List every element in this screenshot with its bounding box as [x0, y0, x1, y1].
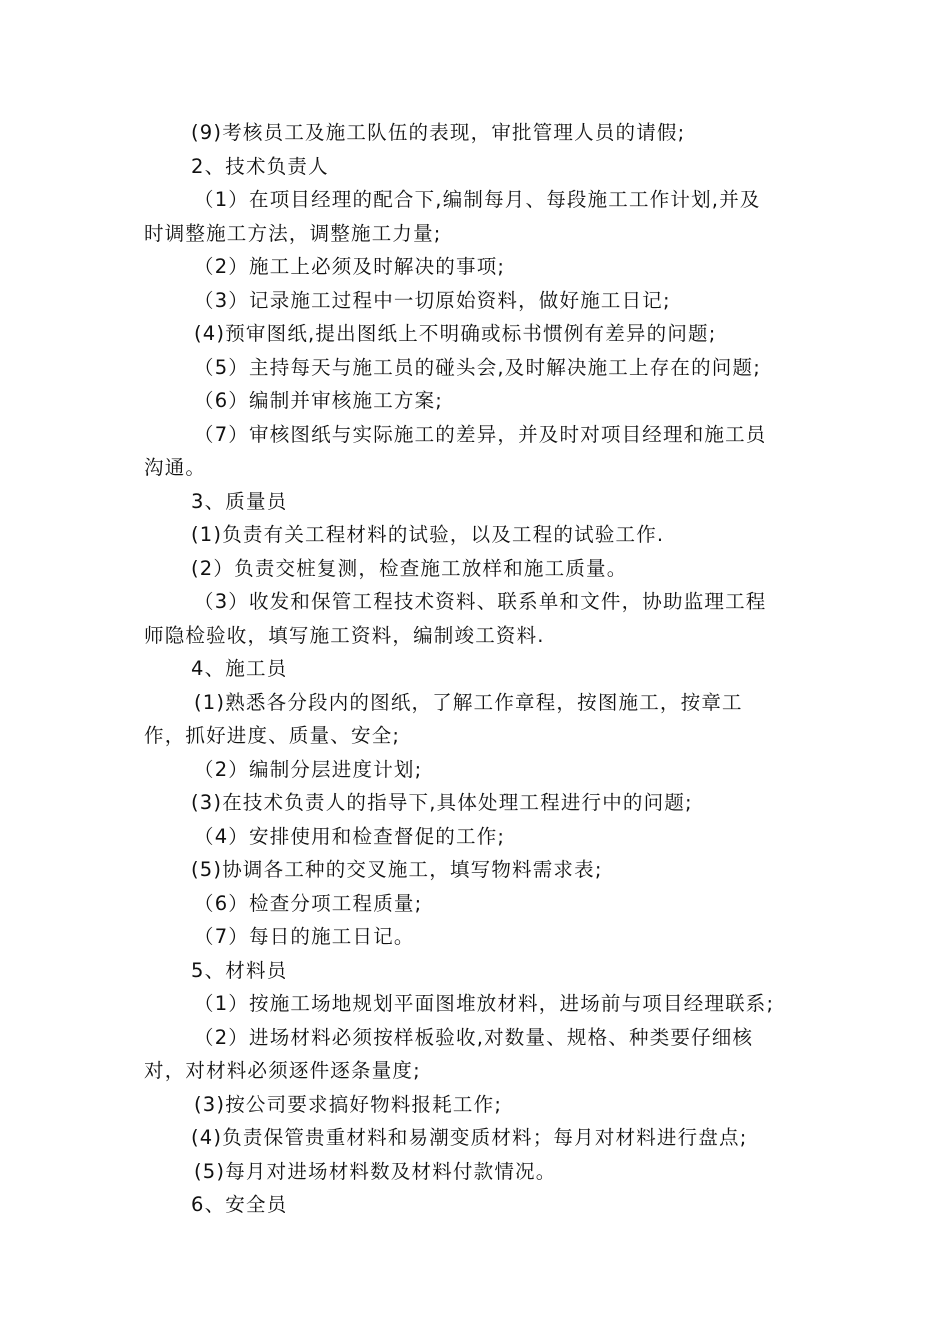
- text-line: (3)在技术负责人的指导下,具体处理工程进行中的问题;: [191, 791, 693, 814]
- text-line: （2）进场材料必须按样板验收,对数量、规格、种类要仔细核: [194, 1025, 754, 1049]
- text-line: (9)考核员工及施工队伍的表现，审批管理人员的请假;: [191, 121, 686, 144]
- section-heading: 5、材料员: [191, 958, 288, 982]
- text-line: （7）每日的施工日记。: [194, 925, 415, 948]
- text-line: (3)按公司要求搞好物料报耗工作;: [194, 1092, 503, 1116]
- section-heading: 6、安全员: [191, 1193, 288, 1216]
- text-line: 对，对材料必须逐件逐条量度;: [144, 1059, 421, 1082]
- text-line: （4）安排使用和检查督促的工作;: [194, 824, 506, 848]
- section-heading: 2、技术负责人: [191, 154, 329, 178]
- section-heading: 3、质量员: [191, 489, 288, 513]
- text-line: （1）在项目经理的配合下,编制每月、每段施工工作计划,并及: [194, 188, 761, 211]
- text-line: （2）施工上必须及时解决的事项;: [194, 255, 506, 278]
- text-line: （2）编制分层进度计划;: [194, 757, 423, 781]
- text-line: (2）负责交桩复测，检查施工放样和施工质量。: [191, 556, 628, 580]
- text-line: (1)负责有关工程材料的试验，以及工程的试验工作.: [191, 523, 665, 546]
- text-line: (5)协调各工种的交叉施工，填写物料需求表;: [191, 858, 603, 881]
- text-line: （7）审核图纸与实际施工的差异，并及时对项目经理和施工员: [194, 422, 767, 446]
- text-line: （1）按施工场地规划平面图堆放材料，进场前与项目经理联系;: [194, 992, 775, 1015]
- text-line: (4)负责保管贵重材料和易潮变质材料；每月对材料进行盘点;: [191, 1126, 748, 1149]
- text-line: 作，抓好进度、质量、安全;: [144, 724, 401, 747]
- text-line: （5）主持每天与施工员的碰头会,及时解决施工上存在的问题;: [194, 355, 761, 379]
- text-line: (5)每月对进场材料数及材料付款情况。: [194, 1159, 557, 1183]
- text-line: 沟通。: [144, 456, 207, 479]
- text-line: (1)熟悉各分段内的图纸，了解工作章程，按图施工，按章工: [194, 690, 743, 714]
- text-line: （3）记录施工过程中一切原始资料，做好施工日记;: [194, 288, 671, 312]
- text-line: （6）检查分项工程质量;: [194, 891, 423, 915]
- text-line: （3）收发和保管工程技术资料、联系单和文件，协助监理工程: [194, 590, 767, 613]
- text-line: 师隐检验收，填写施工资料，编制竣工资料.: [144, 623, 545, 647]
- section-heading: 4、施工员: [191, 657, 288, 680]
- text-line: 时调整施工方法，调整施工力量;: [144, 221, 442, 245]
- text-line: (4)预审图纸,提出图纸上不明确或标书惯例有差异的问题;: [194, 322, 717, 345]
- text-line: （6）编制并审核施工方案;: [194, 389, 444, 412]
- document-body: [144, 116, 810, 1222]
